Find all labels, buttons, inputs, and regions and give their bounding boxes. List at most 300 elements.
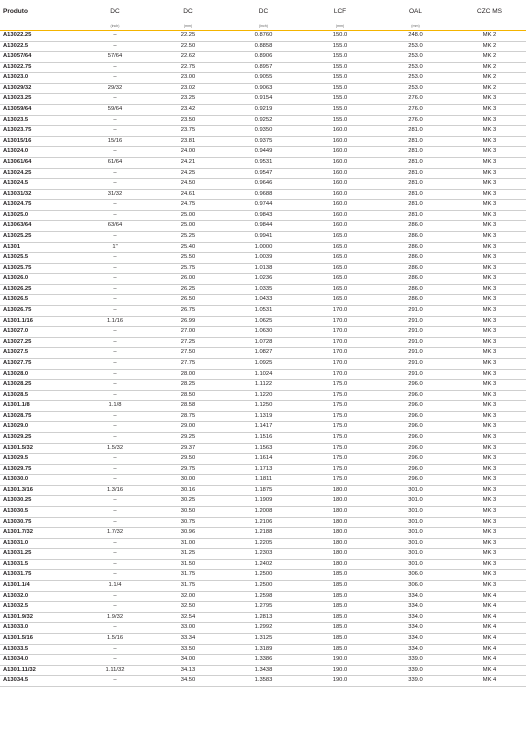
oal-cell: 286.0 — [378, 263, 453, 274]
dc-mm-cell: 26.25 — [151, 284, 225, 295]
dc-mm-cell: 24.61 — [151, 189, 225, 200]
lcf-cell: 175.0 — [302, 464, 378, 475]
table-row — [0, 401, 526, 412]
czc-ms-cell: MK 3 — [453, 168, 526, 179]
product-code-cell: A13024.75 — [0, 200, 79, 211]
product-code-cell: A13033.0 — [0, 623, 79, 634]
dc-mm-cell: 25.75 — [151, 263, 225, 274]
dc-inch-cell: – — [79, 179, 151, 190]
dc-inch-cell: – — [79, 168, 151, 179]
lcf-cell: 170.0 — [302, 316, 378, 327]
oal-cell: 296.0 — [378, 475, 453, 486]
czc-ms-cell: MK 3 — [453, 221, 526, 232]
dc-inch-cell: – — [79, 496, 151, 507]
dc-mm-cell: 32.00 — [151, 591, 225, 602]
product-code-cell: A1301.1/16 — [0, 316, 79, 327]
lcf-cell: 175.0 — [302, 432, 378, 443]
dc-inch-cell: – — [79, 94, 151, 105]
lcf-cell: 180.0 — [302, 485, 378, 496]
dc-inch-cell: – — [79, 62, 151, 73]
dc-inch-cell: – — [79, 253, 151, 264]
dc-mm-cell: 23.00 — [151, 73, 225, 84]
dc-decimal-cell: 1.2500 — [225, 570, 302, 581]
dc-mm-cell: 25.50 — [151, 253, 225, 264]
table-row — [0, 168, 526, 179]
dc-mm-cell: 27.00 — [151, 327, 225, 338]
lcf-cell: 155.0 — [302, 115, 378, 126]
lcf-cell: 160.0 — [302, 136, 378, 147]
dc-inch-cell: – — [79, 200, 151, 211]
dc-inch-cell: – — [79, 348, 151, 359]
product-code-cell: A1301.1/4 — [0, 581, 79, 592]
oal-cell: 291.0 — [378, 327, 453, 338]
product-code-cell: A13025.0 — [0, 210, 79, 221]
oal-cell: 296.0 — [378, 432, 453, 443]
product-code-cell: A13030.5 — [0, 507, 79, 518]
product-code-cell: A13026.25 — [0, 284, 79, 295]
oal-cell: 248.0 — [378, 31, 453, 42]
product-code-cell: A1301.11/32 — [0, 665, 79, 676]
dc-inch-cell: 63/64 — [79, 221, 151, 232]
dc-decimal-cell: 1.2205 — [225, 538, 302, 549]
dc-inch-cell: 15/16 — [79, 136, 151, 147]
czc-ms-cell: MK 3 — [453, 295, 526, 306]
dc-decimal-cell: 0.9350 — [225, 126, 302, 137]
table-row — [0, 485, 526, 496]
table-row — [0, 559, 526, 570]
product-code-cell: A13034.0 — [0, 655, 79, 666]
dc-decimal-cell: 1.1563 — [225, 443, 302, 454]
dc-mm-cell: 31.50 — [151, 559, 225, 570]
oal-cell: 301.0 — [378, 496, 453, 507]
lcf-cell: 185.0 — [302, 591, 378, 602]
dc-mm-cell: 33.00 — [151, 623, 225, 634]
czc-ms-cell: MK 3 — [453, 549, 526, 560]
dc-mm-cell: 32.54 — [151, 612, 225, 623]
lcf-cell: 180.0 — [302, 559, 378, 570]
lcf-cell: 170.0 — [302, 358, 378, 369]
czc-ms-cell: MK 2 — [453, 52, 526, 63]
oal-cell: 296.0 — [378, 380, 453, 391]
dc-decimal-cell: 0.9252 — [225, 115, 302, 126]
table-row — [0, 105, 526, 116]
dc-decimal-cell: 1.2303 — [225, 549, 302, 560]
table-row — [0, 633, 526, 644]
dc-mm-cell: 30.00 — [151, 475, 225, 486]
product-code-cell: A13063/64 — [0, 221, 79, 232]
dc-mm-cell: 32.50 — [151, 602, 225, 613]
lcf-cell: 170.0 — [302, 337, 378, 348]
lcf-cell: 175.0 — [302, 443, 378, 454]
dc-decimal-cell: 0.8906 — [225, 52, 302, 63]
table-row — [0, 263, 526, 274]
czc-ms-cell: MK 3 — [453, 253, 526, 264]
dc-mm-cell: 34.00 — [151, 655, 225, 666]
lcf-cell: 185.0 — [302, 633, 378, 644]
product-code-cell: A13028.75 — [0, 411, 79, 422]
dc-mm-cell: 28.25 — [151, 380, 225, 391]
oal-cell: 291.0 — [378, 369, 453, 380]
dc-decimal-cell: 1.2008 — [225, 507, 302, 518]
dc-decimal-cell: 0.9688 — [225, 189, 302, 200]
table-row — [0, 676, 526, 687]
czc-ms-cell: MK 3 — [453, 538, 526, 549]
table-row — [0, 306, 526, 317]
product-code-cell: A13028.5 — [0, 390, 79, 401]
dc-decimal-cell: 1.0728 — [225, 337, 302, 348]
lcf-cell: 160.0 — [302, 168, 378, 179]
table-row — [0, 655, 526, 666]
dc-decimal-cell: 0.9055 — [225, 73, 302, 84]
dc-inch-cell: – — [79, 517, 151, 528]
dc-inch-cell: – — [79, 115, 151, 126]
czc-ms-cell: MK 3 — [453, 570, 526, 581]
dc-mm-cell: 31.75 — [151, 570, 225, 581]
unit-czc-ms — [453, 22, 526, 30]
table-row — [0, 496, 526, 507]
oal-cell: 286.0 — [378, 253, 453, 264]
table-row — [0, 284, 526, 295]
dc-mm-cell: 23.75 — [151, 126, 225, 137]
dc-inch-cell: 1" — [79, 242, 151, 253]
dc-mm-cell: 23.25 — [151, 94, 225, 105]
lcf-cell: 185.0 — [302, 570, 378, 581]
lcf-cell: 165.0 — [302, 274, 378, 285]
table-row — [0, 126, 526, 137]
dc-mm-cell: 29.37 — [151, 443, 225, 454]
lcf-cell: 155.0 — [302, 41, 378, 52]
dc-decimal-cell: 0.8957 — [225, 62, 302, 73]
dc-inch-cell: – — [79, 147, 151, 158]
product-code-cell: A13022.25 — [0, 31, 79, 42]
dc-decimal-cell: 0.9646 — [225, 179, 302, 190]
table-row — [0, 337, 526, 348]
product-code-cell: A13033.5 — [0, 644, 79, 655]
dc-decimal-cell: 1.0433 — [225, 295, 302, 306]
unit-lcf: (mm) — [335, 24, 345, 28]
oal-cell: 253.0 — [378, 73, 453, 84]
table-row — [0, 432, 526, 443]
czc-ms-cell: MK 3 — [453, 274, 526, 285]
product-code-cell: A13024.25 — [0, 168, 79, 179]
czc-ms-cell: MK 3 — [453, 94, 526, 105]
dc-decimal-cell: 1.1713 — [225, 464, 302, 475]
unit-dc-decimal: (inch) — [259, 24, 268, 28]
product-code-cell: A13024.5 — [0, 179, 79, 190]
dc-inch-cell: – — [79, 464, 151, 475]
table-row — [0, 62, 526, 73]
dc-mm-cell: 31.00 — [151, 538, 225, 549]
dc-mm-cell: 25.00 — [151, 221, 225, 232]
product-code-cell: A13029.5 — [0, 454, 79, 465]
czc-ms-cell: MK 3 — [453, 147, 526, 158]
dc-decimal-cell: 0.9154 — [225, 94, 302, 105]
dc-decimal-cell: 0.8760 — [225, 31, 302, 42]
product-code-cell: A13032.0 — [0, 591, 79, 602]
oal-cell: 296.0 — [378, 390, 453, 401]
dc-inch-cell: – — [79, 210, 151, 221]
czc-ms-cell: MK 3 — [453, 475, 526, 486]
oal-cell: 281.0 — [378, 147, 453, 158]
oal-cell: 253.0 — [378, 83, 453, 94]
dc-decimal-cell: 1.0925 — [225, 358, 302, 369]
czc-ms-cell: MK 3 — [453, 327, 526, 338]
product-code-cell: A13023.25 — [0, 94, 79, 105]
dc-mm-cell: 28.58 — [151, 401, 225, 412]
dc-inch-cell: – — [79, 602, 151, 613]
table-row — [0, 443, 526, 454]
dc-decimal-cell: 1.0335 — [225, 284, 302, 295]
czc-ms-cell: MK 3 — [453, 422, 526, 433]
dc-inch-cell: – — [79, 73, 151, 84]
oal-cell: 281.0 — [378, 210, 453, 221]
czc-ms-cell: MK 3 — [453, 179, 526, 190]
dc-decimal-cell: 1.2795 — [225, 602, 302, 613]
lcf-cell: 170.0 — [302, 348, 378, 359]
product-code-cell: A13029.0 — [0, 422, 79, 433]
dc-inch-cell: – — [79, 380, 151, 391]
table-row — [0, 147, 526, 158]
dc-inch-cell: – — [79, 263, 151, 274]
oal-cell: 306.0 — [378, 570, 453, 581]
dc-mm-cell: 26.99 — [151, 316, 225, 327]
dc-mm-cell: 22.50 — [151, 41, 225, 52]
product-code-cell: A13023.75 — [0, 126, 79, 137]
table-row — [0, 570, 526, 581]
dc-decimal-cell: 1.1875 — [225, 485, 302, 496]
lcf-cell: 155.0 — [302, 62, 378, 73]
dc-inch-cell: – — [79, 284, 151, 295]
dc-inch-cell: – — [79, 454, 151, 465]
czc-ms-cell: MK 4 — [453, 655, 526, 666]
oal-cell: 306.0 — [378, 581, 453, 592]
product-code-cell: A13026.75 — [0, 306, 79, 317]
dc-decimal-cell: 1.2106 — [225, 517, 302, 528]
lcf-cell: 155.0 — [302, 73, 378, 84]
czc-ms-cell: MK 2 — [453, 41, 526, 52]
dc-inch-cell: 1.9/32 — [79, 612, 151, 623]
dc-decimal-cell: 0.9744 — [225, 200, 302, 211]
dc-decimal-cell: 1.0236 — [225, 274, 302, 285]
dc-mm-cell: 29.50 — [151, 454, 225, 465]
lcf-cell: 185.0 — [302, 612, 378, 623]
dc-mm-cell: 29.25 — [151, 432, 225, 443]
product-code-cell: A13031.25 — [0, 549, 79, 560]
dc-inch-cell: – — [79, 306, 151, 317]
header-produto: Produto — [3, 7, 28, 15]
dc-decimal-cell: 0.9063 — [225, 83, 302, 94]
lcf-cell: 160.0 — [302, 179, 378, 190]
dc-decimal-cell: 0.9843 — [225, 210, 302, 221]
table-row — [0, 538, 526, 549]
dc-decimal-cell: 1.1614 — [225, 454, 302, 465]
dc-decimal-cell: 1.3125 — [225, 633, 302, 644]
table-row — [0, 612, 526, 623]
table-row — [0, 369, 526, 380]
dc-inch-cell: 57/64 — [79, 52, 151, 63]
table-row — [0, 602, 526, 613]
oal-cell: 253.0 — [378, 41, 453, 52]
czc-ms-cell: MK 4 — [453, 623, 526, 634]
oal-cell: 281.0 — [378, 157, 453, 168]
dc-mm-cell: 26.75 — [151, 306, 225, 317]
lcf-cell: 150.0 — [302, 31, 378, 42]
unit-oal: (mm) — [411, 24, 420, 28]
table-row — [0, 464, 526, 475]
lcf-cell: 160.0 — [302, 221, 378, 232]
product-code-cell: A13027.75 — [0, 358, 79, 369]
table-row — [0, 136, 526, 147]
oal-cell: 301.0 — [378, 485, 453, 496]
dc-inch-cell: – — [79, 570, 151, 581]
lcf-cell: 160.0 — [302, 126, 378, 137]
product-code-cell: A13031.75 — [0, 570, 79, 581]
dc-inch-cell: – — [79, 559, 151, 570]
lcf-cell: 165.0 — [302, 295, 378, 306]
dc-inch-cell: 1.5/32 — [79, 443, 151, 454]
table-row — [0, 242, 526, 253]
table-row — [0, 507, 526, 518]
dc-decimal-cell: 1.0827 — [225, 348, 302, 359]
czc-ms-cell: MK 4 — [453, 633, 526, 644]
product-code-cell: A1301.3/16 — [0, 485, 79, 496]
dc-mm-cell: 31.25 — [151, 549, 225, 560]
dc-inch-cell: – — [79, 337, 151, 348]
product-code-cell: A13032.5 — [0, 602, 79, 613]
dc-decimal-cell: 1.3583 — [225, 676, 302, 687]
table-row — [0, 253, 526, 264]
product-code-cell: A13029.75 — [0, 464, 79, 475]
lcf-cell: 190.0 — [302, 655, 378, 666]
lcf-cell: 170.0 — [302, 369, 378, 380]
lcf-cell: 160.0 — [302, 157, 378, 168]
product-code-cell: A13030.75 — [0, 517, 79, 528]
product-code-cell: A13023.0 — [0, 73, 79, 84]
table-row — [0, 380, 526, 391]
dc-mm-cell: 28.00 — [151, 369, 225, 380]
table-row — [0, 475, 526, 486]
czc-ms-cell: MK 3 — [453, 263, 526, 274]
dc-mm-cell: 27.50 — [151, 348, 225, 359]
czc-ms-cell: MK 3 — [453, 316, 526, 327]
oal-cell: 301.0 — [378, 549, 453, 560]
table-row — [0, 31, 526, 42]
dc-decimal-cell: 1.3438 — [225, 665, 302, 676]
product-code-cell: A1301.1/8 — [0, 401, 79, 412]
dc-mm-cell: 34.13 — [151, 665, 225, 676]
czc-ms-cell: MK 3 — [453, 136, 526, 147]
dc-mm-cell: 26.50 — [151, 295, 225, 306]
product-code-cell: A13030.0 — [0, 475, 79, 486]
dc-mm-cell: 30.75 — [151, 517, 225, 528]
product-code-cell: A13031.0 — [0, 538, 79, 549]
dc-mm-cell: 29.00 — [151, 422, 225, 433]
czc-ms-cell: MK 3 — [453, 242, 526, 253]
dc-inch-cell: – — [79, 432, 151, 443]
product-code-cell: A13026.5 — [0, 295, 79, 306]
czc-ms-cell: MK 3 — [453, 559, 526, 570]
dc-decimal-cell: 1.0138 — [225, 263, 302, 274]
oal-cell: 301.0 — [378, 507, 453, 518]
oal-cell: 296.0 — [378, 464, 453, 475]
oal-cell: 334.0 — [378, 644, 453, 655]
dc-decimal-cell: 1.1417 — [225, 422, 302, 433]
table-row — [0, 454, 526, 465]
dc-mm-cell: 33.50 — [151, 644, 225, 655]
oal-cell: 334.0 — [378, 591, 453, 602]
oal-cell: 301.0 — [378, 538, 453, 549]
lcf-cell: 175.0 — [302, 390, 378, 401]
table-body — [0, 31, 526, 687]
lcf-cell: 165.0 — [302, 253, 378, 264]
product-code-cell: A13061/64 — [0, 157, 79, 168]
lcf-cell: 175.0 — [302, 411, 378, 422]
product-code-cell: A13034.5 — [0, 676, 79, 687]
lcf-cell: 180.0 — [302, 538, 378, 549]
product-code-cell: A13027.25 — [0, 337, 79, 348]
lcf-cell: 175.0 — [302, 380, 378, 391]
dc-inch-cell: 1.11/32 — [79, 665, 151, 676]
dc-decimal-cell: 0.8858 — [225, 41, 302, 52]
oal-cell: 253.0 — [378, 62, 453, 73]
oal-cell: 286.0 — [378, 274, 453, 285]
dc-inch-cell: – — [79, 507, 151, 518]
dc-inch-cell: – — [79, 390, 151, 401]
table-row — [0, 528, 526, 539]
dc-mm-cell: 34.50 — [151, 676, 225, 687]
czc-ms-cell: MK 3 — [453, 358, 526, 369]
product-code-cell: A13025.5 — [0, 253, 79, 264]
lcf-cell: 175.0 — [302, 401, 378, 412]
dc-inch-cell: 1.5/16 — [79, 633, 151, 644]
dc-inch-cell: 31/32 — [79, 189, 151, 200]
oal-cell: 339.0 — [378, 665, 453, 676]
czc-ms-cell: MK 4 — [453, 665, 526, 676]
oal-cell: 334.0 — [378, 602, 453, 613]
lcf-cell: 165.0 — [302, 231, 378, 242]
czc-ms-cell: MK 3 — [453, 306, 526, 317]
table-row — [0, 157, 526, 168]
dc-inch-cell: – — [79, 655, 151, 666]
dc-mm-cell: 28.75 — [151, 411, 225, 422]
czc-ms-cell: MK 2 — [453, 73, 526, 84]
table-row — [0, 189, 526, 200]
czc-ms-cell: MK 3 — [453, 369, 526, 380]
oal-cell: 291.0 — [378, 316, 453, 327]
dc-decimal-cell: 1.1516 — [225, 432, 302, 443]
dc-inch-cell: 1.3/16 — [79, 485, 151, 496]
dc-mm-cell: 23.81 — [151, 136, 225, 147]
oal-cell: 296.0 — [378, 411, 453, 422]
dc-inch-cell: – — [79, 295, 151, 306]
lcf-cell: 170.0 — [302, 327, 378, 338]
table-row — [0, 83, 526, 94]
table-row — [0, 52, 526, 63]
product-code-cell: A13027.5 — [0, 348, 79, 359]
dc-decimal-cell: 1.0039 — [225, 253, 302, 264]
czc-ms-cell: MK 3 — [453, 454, 526, 465]
dc-mm-cell: 25.40 — [151, 242, 225, 253]
dc-decimal-cell: 0.9219 — [225, 105, 302, 116]
product-code-cell: A13029/32 — [0, 83, 79, 94]
oal-cell: 291.0 — [378, 337, 453, 348]
lcf-cell: 190.0 — [302, 676, 378, 687]
dc-inch-cell: – — [79, 231, 151, 242]
czc-ms-cell: MK 3 — [453, 507, 526, 518]
dc-inch-cell: – — [79, 41, 151, 52]
oal-cell: 291.0 — [378, 348, 453, 359]
dc-decimal-cell: 1.2402 — [225, 559, 302, 570]
